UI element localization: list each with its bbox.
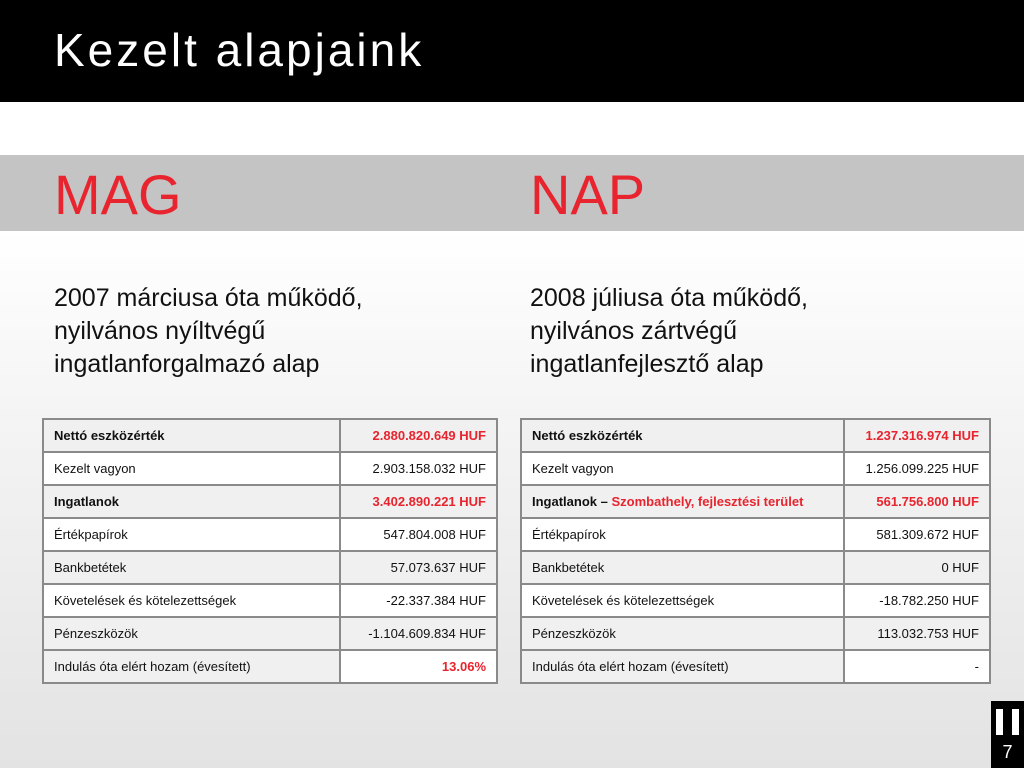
description-line: nyilvános zártvégű: [530, 317, 738, 345]
description-line: 2008 júliusa óta működő,: [530, 284, 808, 312]
row-value: -1.104.609.834 HUF: [340, 617, 497, 650]
row-value: 561.756.800 HUF: [844, 485, 990, 518]
row-value: 581.309.672 HUF: [844, 518, 990, 551]
row-label: Ingatlanok: [43, 485, 340, 518]
row-value: 1.256.099.225 HUF: [844, 452, 990, 485]
table-row: [43, 452, 497, 485]
table-row: [43, 518, 497, 551]
row-label: Bankbetétek: [43, 551, 340, 584]
row-value: 13.06%: [340, 650, 497, 683]
row-value: 3.402.890.221 HUF: [340, 485, 497, 518]
fund-description-mag: [54, 282, 363, 381]
logo-bar: [1012, 709, 1019, 735]
row-label: Pénzeszközök: [521, 617, 844, 650]
description-line: 2007 márciusa óta működő,: [54, 284, 363, 312]
fund-table-nap: [520, 418, 991, 684]
table-row: [521, 518, 990, 551]
table-row: [521, 419, 990, 452]
row-value: -18.782.250 HUF: [844, 584, 990, 617]
table-row: [43, 584, 497, 617]
table-row: [43, 485, 497, 518]
table-row: [43, 419, 497, 452]
row-value: 2.903.158.032 HUF: [340, 452, 497, 485]
row-label: Értékpapírok: [43, 518, 340, 551]
row-label: Követelések és kötelezettségek: [43, 584, 340, 617]
table-row: [521, 617, 990, 650]
row-value: -: [844, 650, 990, 683]
row-label: Bankbetétek: [521, 551, 844, 584]
row-label: Indulás óta elért hozam (évesített): [521, 650, 844, 683]
description-line: ingatlanfejlesztő alap: [530, 350, 764, 378]
row-label: Ingatlanok –: [532, 494, 608, 509]
fund-table-mag: [42, 418, 498, 684]
row-value: 2.880.820.649 HUF: [340, 419, 497, 452]
fund-name-nap: NAP: [530, 163, 646, 226]
row-label: Kezelt vagyon: [43, 452, 340, 485]
table-row: [521, 452, 990, 485]
row-value: 113.032.753 HUF: [844, 617, 990, 650]
row-value: -22.337.384 HUF: [340, 584, 497, 617]
row-label: Nettó eszközérték: [521, 419, 844, 452]
row-value: 57.073.637 HUF: [340, 551, 497, 584]
row-label: Indulás óta elért hozam (évesített): [43, 650, 340, 683]
table-row: [521, 551, 990, 584]
fund-name-mag: MAG: [54, 163, 182, 226]
table-row: [521, 584, 990, 617]
row-value: 547.804.008 HUF: [340, 518, 497, 551]
row-value: 0 HUF: [844, 551, 990, 584]
row-label: Pénzeszközök: [43, 617, 340, 650]
row-label: Kezelt vagyon: [521, 452, 844, 485]
company-logo-icon: [991, 701, 1024, 737]
page-number: 7: [991, 737, 1024, 768]
row-label: Követelések és kötelezettségek: [521, 584, 844, 617]
table-row: [521, 485, 990, 518]
table-row: [43, 650, 497, 683]
logo-bar: [996, 709, 1003, 735]
title-bar: [0, 0, 1024, 102]
table-row: [43, 551, 497, 584]
description-line: ingatlanforgalmazó alap: [54, 350, 320, 378]
row-label-composite: [521, 485, 844, 518]
row-value: 1.237.316.974 HUF: [844, 419, 990, 452]
description-line: nyilvános nyíltvégű: [54, 317, 266, 345]
page-title: Kezelt alapjaink: [54, 24, 425, 76]
table-row: [43, 617, 497, 650]
row-label: Értékpapírok: [521, 518, 844, 551]
row-label: Nettó eszközérték: [43, 419, 340, 452]
table-row: [521, 650, 990, 683]
row-label-location: Szombathely, fejlesztési terület: [611, 494, 804, 509]
fund-description-nap: [530, 282, 808, 381]
